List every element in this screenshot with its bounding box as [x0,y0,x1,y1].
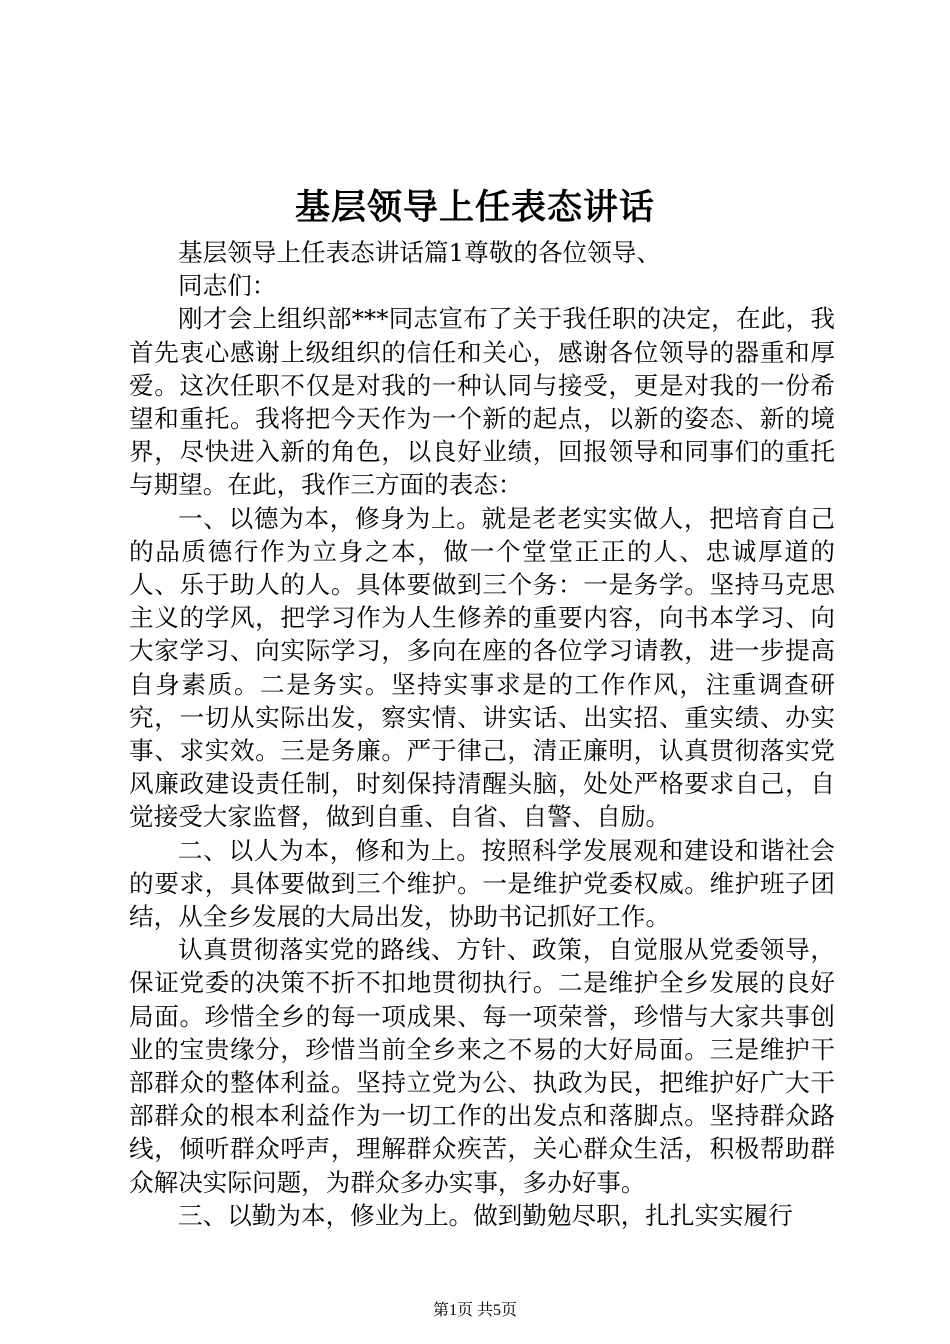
document-title: 基层领导上任表态讲话 [294,187,655,228]
document-body [129,236,835,1232]
paragraph-point-two-continued: 认真贯彻落实党的路线、方针、政策，自觉服从党委领导，保证党委的决策不折不扣地贯彻执行。二是维护全乡发展的良好局面。珍惜全乡的每一项成果、每一项荣誉，珍惜与大家共事创业的宝贵缘分，珍惜当前全乡来之不易的大好局面。三是维护干部群众的整体利益。坚持立党为公、执政为民，把维护好广大干部群众的根本利益作为一切工作的出发点和落脚点。坚持群众路线，倾听群众呼声，理解群众疾苦，关心群众生活，积极帮助群众解决实际问题，为群众多办实事，多办好事。 [129,935,835,1197]
page-number-footer: 第1页 共5页 [432,1302,517,1319]
paragraph-point-two: 二、以人为本，修和为上。按照科学发展观和建设和谐社会的要求，具体要做到三个维护。一是维护党委权威。维护班子团结，从全乡发展的大局出发，协助书记抓好工作。 [129,835,835,932]
paragraph-point-one: 一、以德为本，修身为上。就是老老实实做人，把培育自己的品质德行作为立身之本，做一个堂堂正正的人、忠诚厚道的人、乐于助人的人。具体要做到三个务：一是务学。坚持马克思主义的学风，把学习作为人生修养的重要内容，向书本学习、向大家学习、向实际学习，多向在座的各位学习请教，进一步提高自身素质。二是务实。坚持实事求是的工作作风，注重调查研究，一切从实际出发，察实情、讲实话、出实招、重实绩、办实事、求实效。三是务廉。严于律己，清正廉明，认真贯彻落实党风廉政建设责任制，时刻保持清醒头脑，处处严格要求自己，自觉接受大家监督，做到自重、自省、自警、自励。 [129,503,835,832]
paragraph-salutation: 同志们： [178,271,277,301]
paragraph-heading-line: 基层领导上任表态讲话篇1尊敬的各位领导、 [178,238,661,267]
paragraph-introduction: 刚才会上组织部***同志宣布了关于我任职的决定，在此，我首先衷心感谢上级组织的信任和关心，感谢各位领导的器重和厚爱。这次任职不仅是对我的一种认同与接受，更是对我的一份希望和重托。我将把今天作为一个新的起点，以新的姿态、新的境界，尽快进入新的角色，以良好业绩，回报领导和同事们的重托与期望。在此，我作三方面的表态： [129,304,835,500]
paragraph-point-three: 三、以勤为本，修业为上。做到勤勉尽职，扎扎实实履行 [178,1200,793,1230]
